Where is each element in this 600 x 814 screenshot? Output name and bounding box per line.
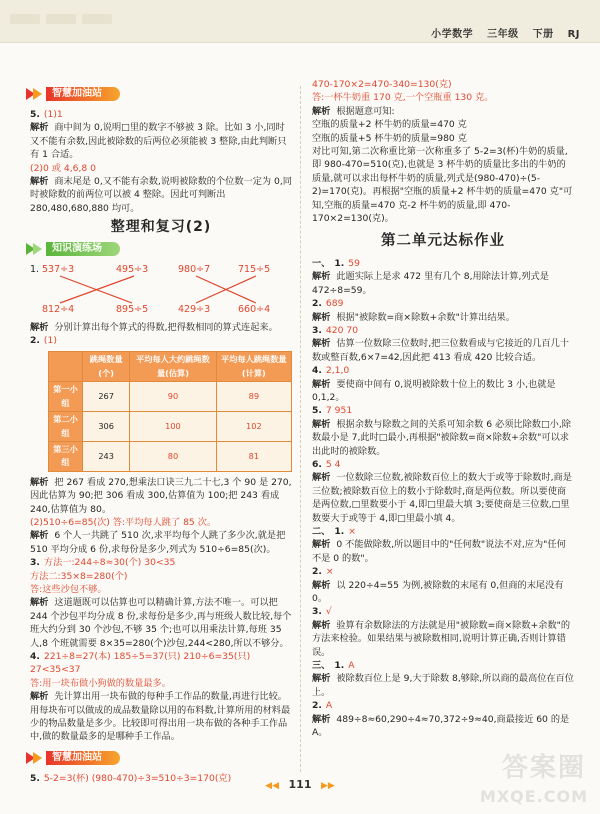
header-subject: 小学数学: [431, 29, 474, 40]
item-analysis: 解析 一位数除三位数,被除数百位上的数大于或等于除数时,商是三位数;被除数百位上的数小于除数时,商是两位数。所以要使商是两位数,□里数要小于 4,即□里最大填 3;要使商是三位数,□里数要大于或等于 4,即□里最小填 4。: [312, 472, 572, 524]
r-calc: 470-170×2=470-340=130(克): [312, 79, 452, 90]
watermark-url: MXQE.COM: [479, 787, 588, 806]
left-column: [30, 80, 292, 785]
answer-sections: [312, 257, 574, 740]
q5-analysis1: 解析 商中间为 0,说明□里的数字不够被 3 除。比如 3 小,同时又不能有余数,因此被除数的后两位必须能被 3 整除,由此判断只有 1 合适。: [30, 122, 287, 161]
item-analysis: 解析 验算有余数除法的方法就是用"被除数=商×除数+余数"的方法来检验。如果结果与被除数相同,说明计算正确,否则计算错误。: [312, 619, 571, 658]
r-answer: 答:一杯牛奶重 170 克,一个空瓶重 130 克。: [312, 92, 494, 104]
banner-zhishi: 知识演练场: [24, 241, 292, 257]
q4-answer1: 4. 221÷8=27(本) 185÷5=37(只) 210÷6=35(只): [30, 651, 251, 662]
double-arrow-icon: [24, 87, 46, 101]
r-analysis: 解析 根据题意可知:: [312, 105, 395, 117]
bottom-expr-2: 429÷3: [178, 303, 211, 315]
item-analysis: 解析 0 不能做除数,所以题目中的"任何数"说法不对,应为"任何不是 0 的数"。: [312, 539, 566, 564]
r-line1: 空瓶的质量+2 杯牛奶的质量=470 克: [312, 119, 467, 131]
q3-answer2: 方法二:35×8=280(个): [30, 570, 128, 582]
list-item: 三、 1. A: [312, 660, 355, 672]
item-analysis: 解析 根据"被除数=商×除数+余数"计算出结果。: [312, 311, 515, 323]
bottom-expr-0: 812÷4: [42, 303, 75, 315]
q3-analysis: 解析 这道题既可以估算也可以精确计算,方法不唯一。可以把 244 个沙包平均分成 8 份,求每份是多少,再与班级人数比较,每个班大约分到 30 个沙包,不够 35 个;也可以用乘法计算,每班 35 人,8 个班就需要 8×35=280(个)沙包,244<280,所以不够分。: [30, 597, 292, 649]
right-column: [312, 78, 574, 740]
table-row: 第二小组 306 100 102: [49, 412, 292, 442]
q3-answer3: 答:这些沙包不够。: [30, 583, 107, 595]
top-expr-0: 537÷3: [42, 263, 75, 275]
bottom-expr-1: 895÷5: [116, 303, 149, 315]
decorative-chips: [10, 14, 118, 28]
q2-answer2: (2)510÷6=85(次) 答:平均每人跳了 85 次。: [30, 516, 217, 528]
q4-answer2: 27<35<37: [30, 664, 81, 676]
item-analysis: 解析 以 220÷4=55 为例,被除数的末尾有 0,但商的末尾没有 0。: [312, 579, 564, 605]
q2-analysis2: 解析 6 个人一共跳了 510 次,求平均每个人跳了多少次,就是把 510 平均分成 6 份,求每份是多少,列式为 510÷6=85(次)。: [30, 530, 286, 555]
banner-zhihui-1: 智慧加油站: [24, 86, 292, 102]
matching-lines: [30, 263, 292, 317]
item-analysis: 解析 被除数百位上是 9,大于除数 8,够除,所以商的最高位在百位上。: [312, 673, 574, 698]
item-analysis: 解析 此题实际上是求 472 里有几个 8,用除法计算,列式是 472÷8=59。: [312, 271, 549, 296]
header-grade: 三年级: [487, 29, 519, 40]
header-edition: RJ: [567, 29, 580, 40]
banner-zhihui-2: 智慧加油站: [24, 750, 292, 766]
top-expr-3: 715÷5: [238, 263, 271, 275]
table-row: 第一小组 267 90 89: [49, 382, 292, 412]
item-analysis: 解析 489÷8≈60,290÷4≈70,372÷9≈40,商最接近 60 的是 A。: [312, 713, 570, 739]
q4-answer3: 答:用一块布做小狗做的数量最多。: [30, 677, 171, 689]
list-item: 二、 1. ×: [312, 526, 356, 537]
connecting-lines: [30, 263, 292, 317]
list-item: 3. √: [312, 606, 332, 618]
q5-analysis2: 解析 商末尾是 0,又不能有余数,说明被除数的个位数一定为 0,同时被除数的前两位可以被 4 整除。因此可判断出 280,480,680,880 均可。: [30, 176, 292, 214]
header-volume: 下册: [532, 29, 554, 40]
list-item: 一、 1. 59: [312, 257, 360, 269]
q1-analysis: 解析 分别计算出每个算式的得数,把得数相同的算式连起来。: [30, 321, 278, 333]
watermark-text: 答案圈: [501, 753, 586, 783]
column-divider: [300, 86, 301, 772]
watermark: [462, 753, 592, 808]
list-item: 2. A: [312, 700, 333, 712]
q5b-answer: 5. 5-2=3(杯) (980-470)÷3=510÷3=170(克): [30, 772, 232, 784]
top-expr-2: 980÷7: [178, 263, 211, 275]
page-number: 111: [288, 778, 312, 791]
next-arrows-icon: ▶▶: [320, 781, 335, 791]
q3-answer1: 3. 方法一:244÷8≈30(个) 30<35: [30, 557, 176, 569]
list-item: 2. ×: [312, 566, 334, 578]
double-arrow-icon: [24, 242, 46, 256]
q4-analysis: 解析 先计算出用一块布做的每种手工作品的数量,再进行比较。用每块布可以做成的成品数量除以用的布料数,计算所用的材料最少的物品数量是多少。比较即可得出用一块布做的各种手工作品中,做的数量最多的是哪种手工作品。: [30, 691, 291, 743]
bottom-expr-3: 660÷4: [238, 303, 271, 315]
top-expr-1: 495÷3: [116, 263, 149, 275]
page-header: [421, 28, 580, 41]
prev-arrows-icon: ◀◀: [265, 781, 280, 791]
unit-title: 第二单元达标作业: [381, 233, 505, 250]
item-analysis: 解析 估算一位数除三位数时,把三位数看成与它接近的几百几十数或整百数,6×7=42,因此把 413 看成 420 比较合适。: [312, 338, 569, 363]
q2-label: 2. (1): [30, 335, 57, 347]
table-row: 第三小组 243 80 81: [49, 441, 292, 471]
q1-num: 1.: [30, 263, 40, 275]
r-line3: 对比可知,第二次称重比第一次称重多了 5-2=3(杯)牛奶的质量,即 980-470=510(克),也就是 3 杯牛奶的质量比多出的牛奶的质量,就可以求出每杯牛奶的质量,列式是(980-470)÷(5-2)=170(克)。再根据"空瓶的质量+2 杯牛奶的质量=470 克"可知,空瓶的质量=470 克-2 杯牛奶的质量,即 470-170×2=130(克)。: [312, 146, 573, 225]
double-arrow-icon: [24, 751, 46, 765]
q5-answer2: (2)0 或 4,6,8 0: [30, 162, 97, 174]
item-analysis: 解析 要使商中间有 0,说明被除数十位上的数比 3 小,也就是 0,1,2。: [312, 378, 556, 403]
list-item: 5. 7 951: [312, 405, 353, 417]
list-item: 3. 420 70: [312, 324, 359, 336]
list-item: 2. 689: [312, 298, 344, 310]
q5-answer: 5. (1)1: [30, 109, 63, 120]
q2-table: 跳绳数量(个) 平均每人大约跳绳数量(估算) 平均每人跳绳数量(计算) 第一小组 267 90 89 第二小组 306 100 102 第三小组 243 80 81: [48, 351, 292, 471]
item-analysis: 解析 根据余数与除数之间的关系可知余数 6 必须比除数□小,除数最小是 7,此时□最小,再根据"被除数=商×除数+余数"可以求出此时的被除数。: [312, 418, 571, 457]
list-item: 4. 2,1,0: [312, 365, 350, 377]
r-line2: 空瓶的质量+5 杯牛奶的质量=980 克: [312, 132, 467, 144]
q2-analysis1: 解析 把 267 看成 270,想乘法口诀三九二十七,3 个 90 是 270,因此估算为 90;把 306 看成 300,估算值为 100;把 243 看成 240,估算值为 80。: [30, 476, 292, 515]
list-item: 6. 5 4: [312, 458, 341, 470]
section-title: 整理和复习(2): [110, 219, 212, 236]
